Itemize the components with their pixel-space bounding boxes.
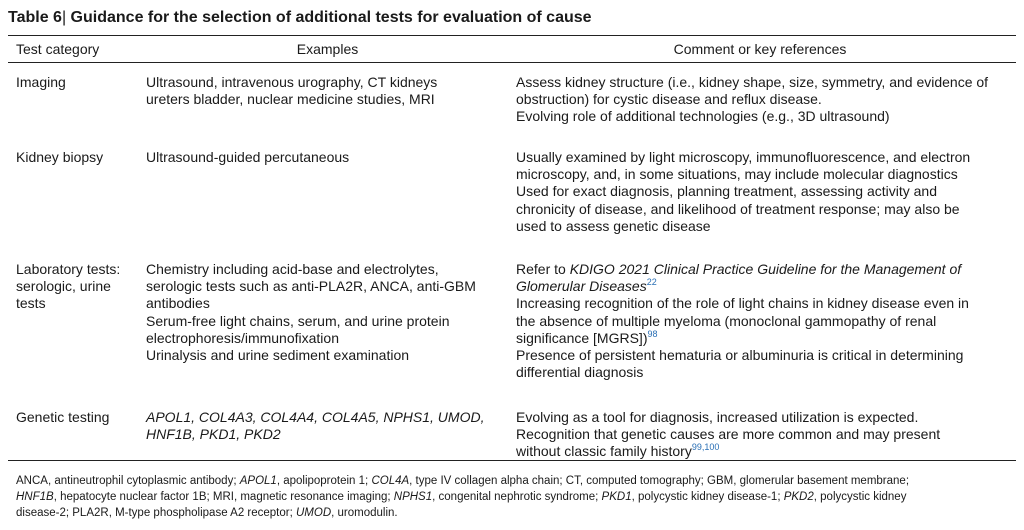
comment-line: Recognition that genetic causes are more common and may present [516, 426, 941, 443]
footnote-gene: UMOD [296, 507, 332, 520]
comment-line [516, 261, 969, 278]
header-test-category: Test category [16, 41, 100, 57]
category-line: tests [16, 295, 46, 312]
category-line: Genetic testing [16, 409, 110, 425]
comment-line [516, 278, 969, 295]
footnote-text: ANCA, antineutrophil cytoplasmic antibody; [16, 475, 240, 487]
table-footnote [16, 473, 1016, 522]
comment-line: Usually examined by light microscopy, immunofluorescence, and electron [516, 149, 971, 165]
category-line: serologic, urine [16, 278, 111, 295]
comment-line: Presence of persistent hematuria or albuminuria is critical in determining [516, 347, 964, 364]
comment-line: microscopy, and, in some situations, may include molecular diagnostics [516, 166, 958, 183]
footnote-text: , apolipoprotein 1; [276, 475, 372, 487]
footnote-line [16, 489, 1016, 505]
reference-link[interactable]: 22 [646, 277, 657, 288]
footnote-text: , congenital nephrotic syndrome; [432, 491, 602, 504]
row-genetic-comment [516, 409, 940, 461]
examples-line: APOL1, COL4A3, COL4A4, COL4A5, NPHS1, UMOD, [146, 409, 485, 425]
examples-line: Ultrasound-guided percutaneous [146, 149, 350, 165]
footnote-text: , type IV collagen alpha chain; CT, computed tomography; GBM, glomerular basement membrane; [409, 475, 910, 487]
examples-line: HNF1B, PKD1, PKD2 [146, 426, 281, 443]
comment-line: Assess kidney structure (i.e., kidney shape, size, symmetry, and evidence of [516, 74, 989, 90]
row-laboratory-comment [516, 261, 969, 381]
comment-line: chronicity of disease, and likelihood of treatment response; may also be [516, 200, 960, 217]
comment-line: Used for exact diagnosis, planning treatment, assessing activity and [516, 183, 938, 200]
row-genetic-category [16, 409, 109, 426]
examples-line: antibodies [146, 295, 210, 312]
examples-line: ureters bladder, nuclear medicine studies, MRI [146, 91, 435, 108]
footnote-gene: APOL1 [239, 475, 277, 487]
examples-line: Serum-free light chains, serum, and urine protein [146, 312, 450, 329]
footnote-text: , polycystic kidney disease-1; [631, 491, 784, 504]
category-line: Kidney biopsy [16, 149, 104, 165]
row-imaging-comment [516, 74, 988, 126]
category-line: Imaging [16, 74, 66, 90]
comment-line: Evolving as a tool for diagnosis, increased utilization is expected. [516, 409, 919, 425]
comment-line: Increasing recognition of the role of light chains in kidney disease even in [516, 295, 969, 312]
table-number: Table 6 [8, 9, 62, 26]
row-genetic-examples [146, 409, 484, 443]
reference-link[interactable]: 99,100 [691, 442, 720, 453]
footnote-text: , polycystic kidney [813, 491, 907, 504]
footnote-gene: PKD2 [783, 491, 814, 504]
table-title-text: Guidance for the selection of additional tests for evaluation of cause [66, 9, 592, 26]
title-separator: | [61, 9, 67, 26]
mgrs-text: significance [MGRS]) [516, 329, 648, 346]
header-examples: Examples [296, 41, 359, 57]
row-laboratory-category [16, 261, 120, 313]
header-rule [8, 62, 1016, 63]
footnote-text: , uromodulin. [331, 507, 398, 520]
row-imaging-category [16, 74, 66, 91]
comment-line [516, 443, 940, 460]
footnote-line [16, 505, 1016, 521]
footnote-gene: PKD1 [601, 491, 632, 504]
family-history-text: without classic family history [516, 443, 692, 460]
examples-line: Ultrasound, intravenous urography, CT kidneys [146, 74, 438, 90]
comment-line: obstruction) for cystic disease and reflux disease. [516, 91, 822, 108]
examples-line: Urinalysis and urine sediment examination [146, 347, 410, 364]
footnote-gene: COL4A [371, 475, 410, 487]
header-comment: Comment or key references [673, 41, 847, 57]
table-title [8, 9, 592, 27]
bottom-rule [8, 460, 1016, 461]
row-biopsy-examples [146, 149, 349, 166]
guideline-title-cont: Glomerular Diseases [516, 278, 647, 295]
comment-line: differential diagnosis [516, 364, 644, 381]
row-biopsy-category [16, 149, 103, 166]
comment-line: used to assess genetic disease [516, 217, 711, 234]
row-laboratory-examples [146, 261, 476, 364]
reference-link[interactable]: 98 [647, 328, 658, 339]
footnote-text: disease-2; PLA2R, M-type phospholipase A2 receptor; [16, 507, 296, 520]
row-imaging-examples [146, 74, 437, 108]
footnote-line [16, 473, 1016, 489]
examples-line: electrophoresis/immunofixation [146, 329, 339, 346]
guideline-title: KDIGO 2021 Clinical Practice Guideline for the Management of [569, 261, 962, 277]
refer-to-text: Refer to [516, 261, 570, 277]
row-biopsy-comment [516, 149, 970, 235]
examples-line: Chemistry including acid-base and electrolytes, [146, 261, 439, 277]
footnote-text: , hepatocyte nuclear factor 1B; MRI, magnetic resonance imaging; [53, 491, 394, 504]
comment-line: Evolving role of additional technologies (e.g., 3D ultrasound) [516, 108, 890, 125]
category-line: Laboratory tests: [16, 261, 121, 277]
footnote-gene: NPHS1 [393, 491, 433, 504]
comment-line: the absence of multiple myeloma (monoclonal gammopathy of renal [516, 312, 937, 329]
examples-line: serologic tests such as anti-PLA2R, ANCA, anti-GBM [146, 278, 476, 295]
footnote-gene: HNF1B [16, 491, 54, 504]
comment-line [516, 330, 969, 347]
top-rule [8, 35, 1016, 36]
